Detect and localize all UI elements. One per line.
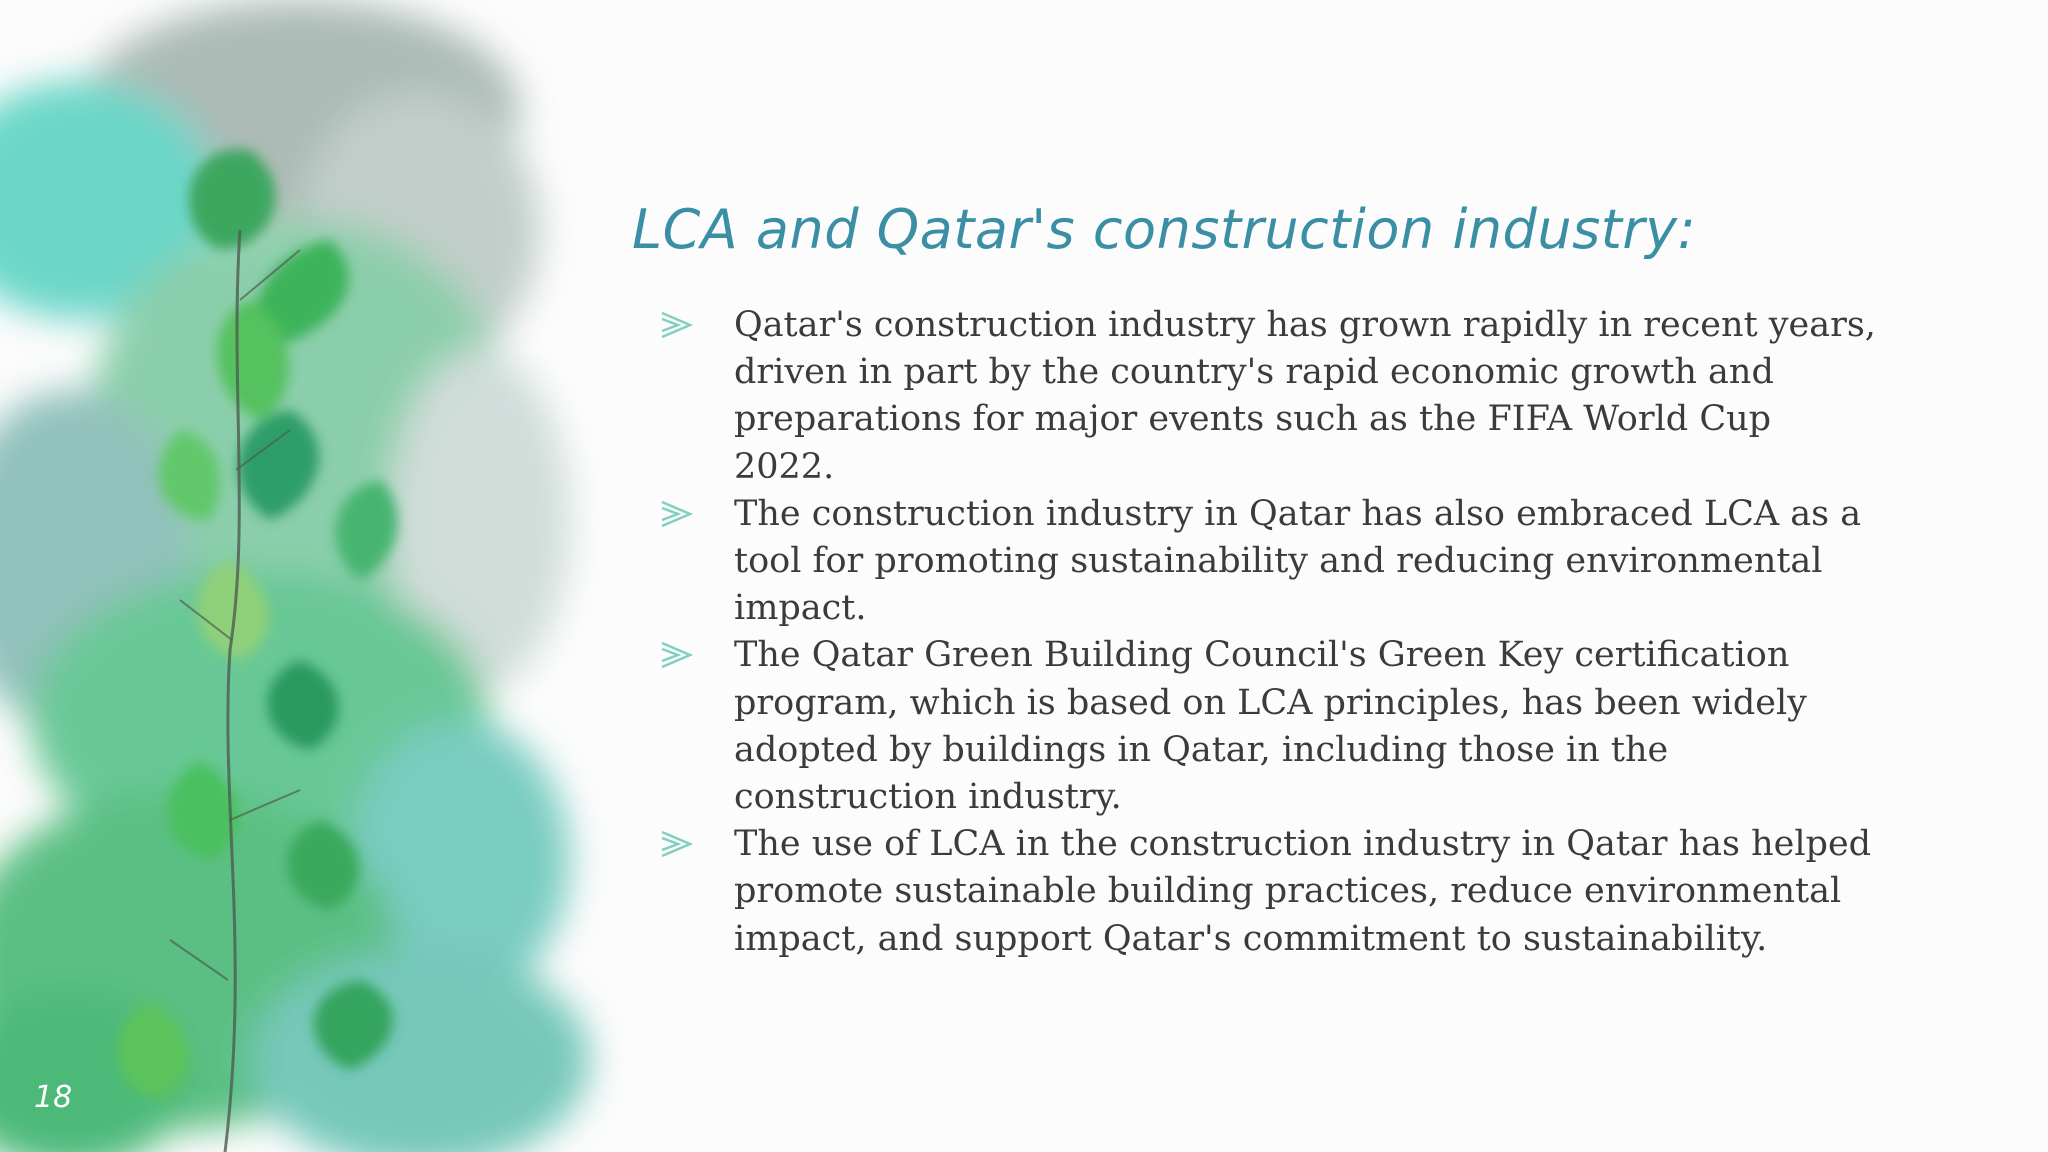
slide-title: LCA and Qatar's construction industry: <box>632 198 1697 261</box>
bullet-text: The construction industry in Qatar has also embraced LCA as a tool for promoting sustainability and reducing environmental impact. <box>734 493 1862 629</box>
watercolor-leaves-image <box>0 0 640 1152</box>
bullet-text: The use of LCA in the construction industry in Qatar has helped promote sustainable building practices, reduce environmental impact, and support Qatar's commitment to sustainability. <box>734 824 1872 959</box>
bullet-item <box>660 491 1880 633</box>
bullet-item <box>660 632 1880 821</box>
bullet-item <box>660 302 1880 491</box>
bullet-list <box>660 302 1880 963</box>
chevron-double-arrow-icon <box>660 491 734 538</box>
bullet-text: Qatar's construction industry has grown rapidly in recent years, driven in part by the country's rapid economic growth and preparations for major events such as the FIFA World Cup 2022. <box>734 305 1876 487</box>
bullet-item <box>660 821 1880 963</box>
chevron-double-arrow-icon <box>660 632 734 679</box>
slide-number: 18 <box>34 1080 73 1115</box>
chevron-double-arrow-icon <box>660 821 734 868</box>
bullet-text: The Qatar Green Building Council's Green Key certification program, which is based on LCA principles, has been widely adopted by buildings in Qatar, including those in the construction industry. <box>734 635 1807 818</box>
chevron-double-arrow-icon <box>660 302 734 349</box>
